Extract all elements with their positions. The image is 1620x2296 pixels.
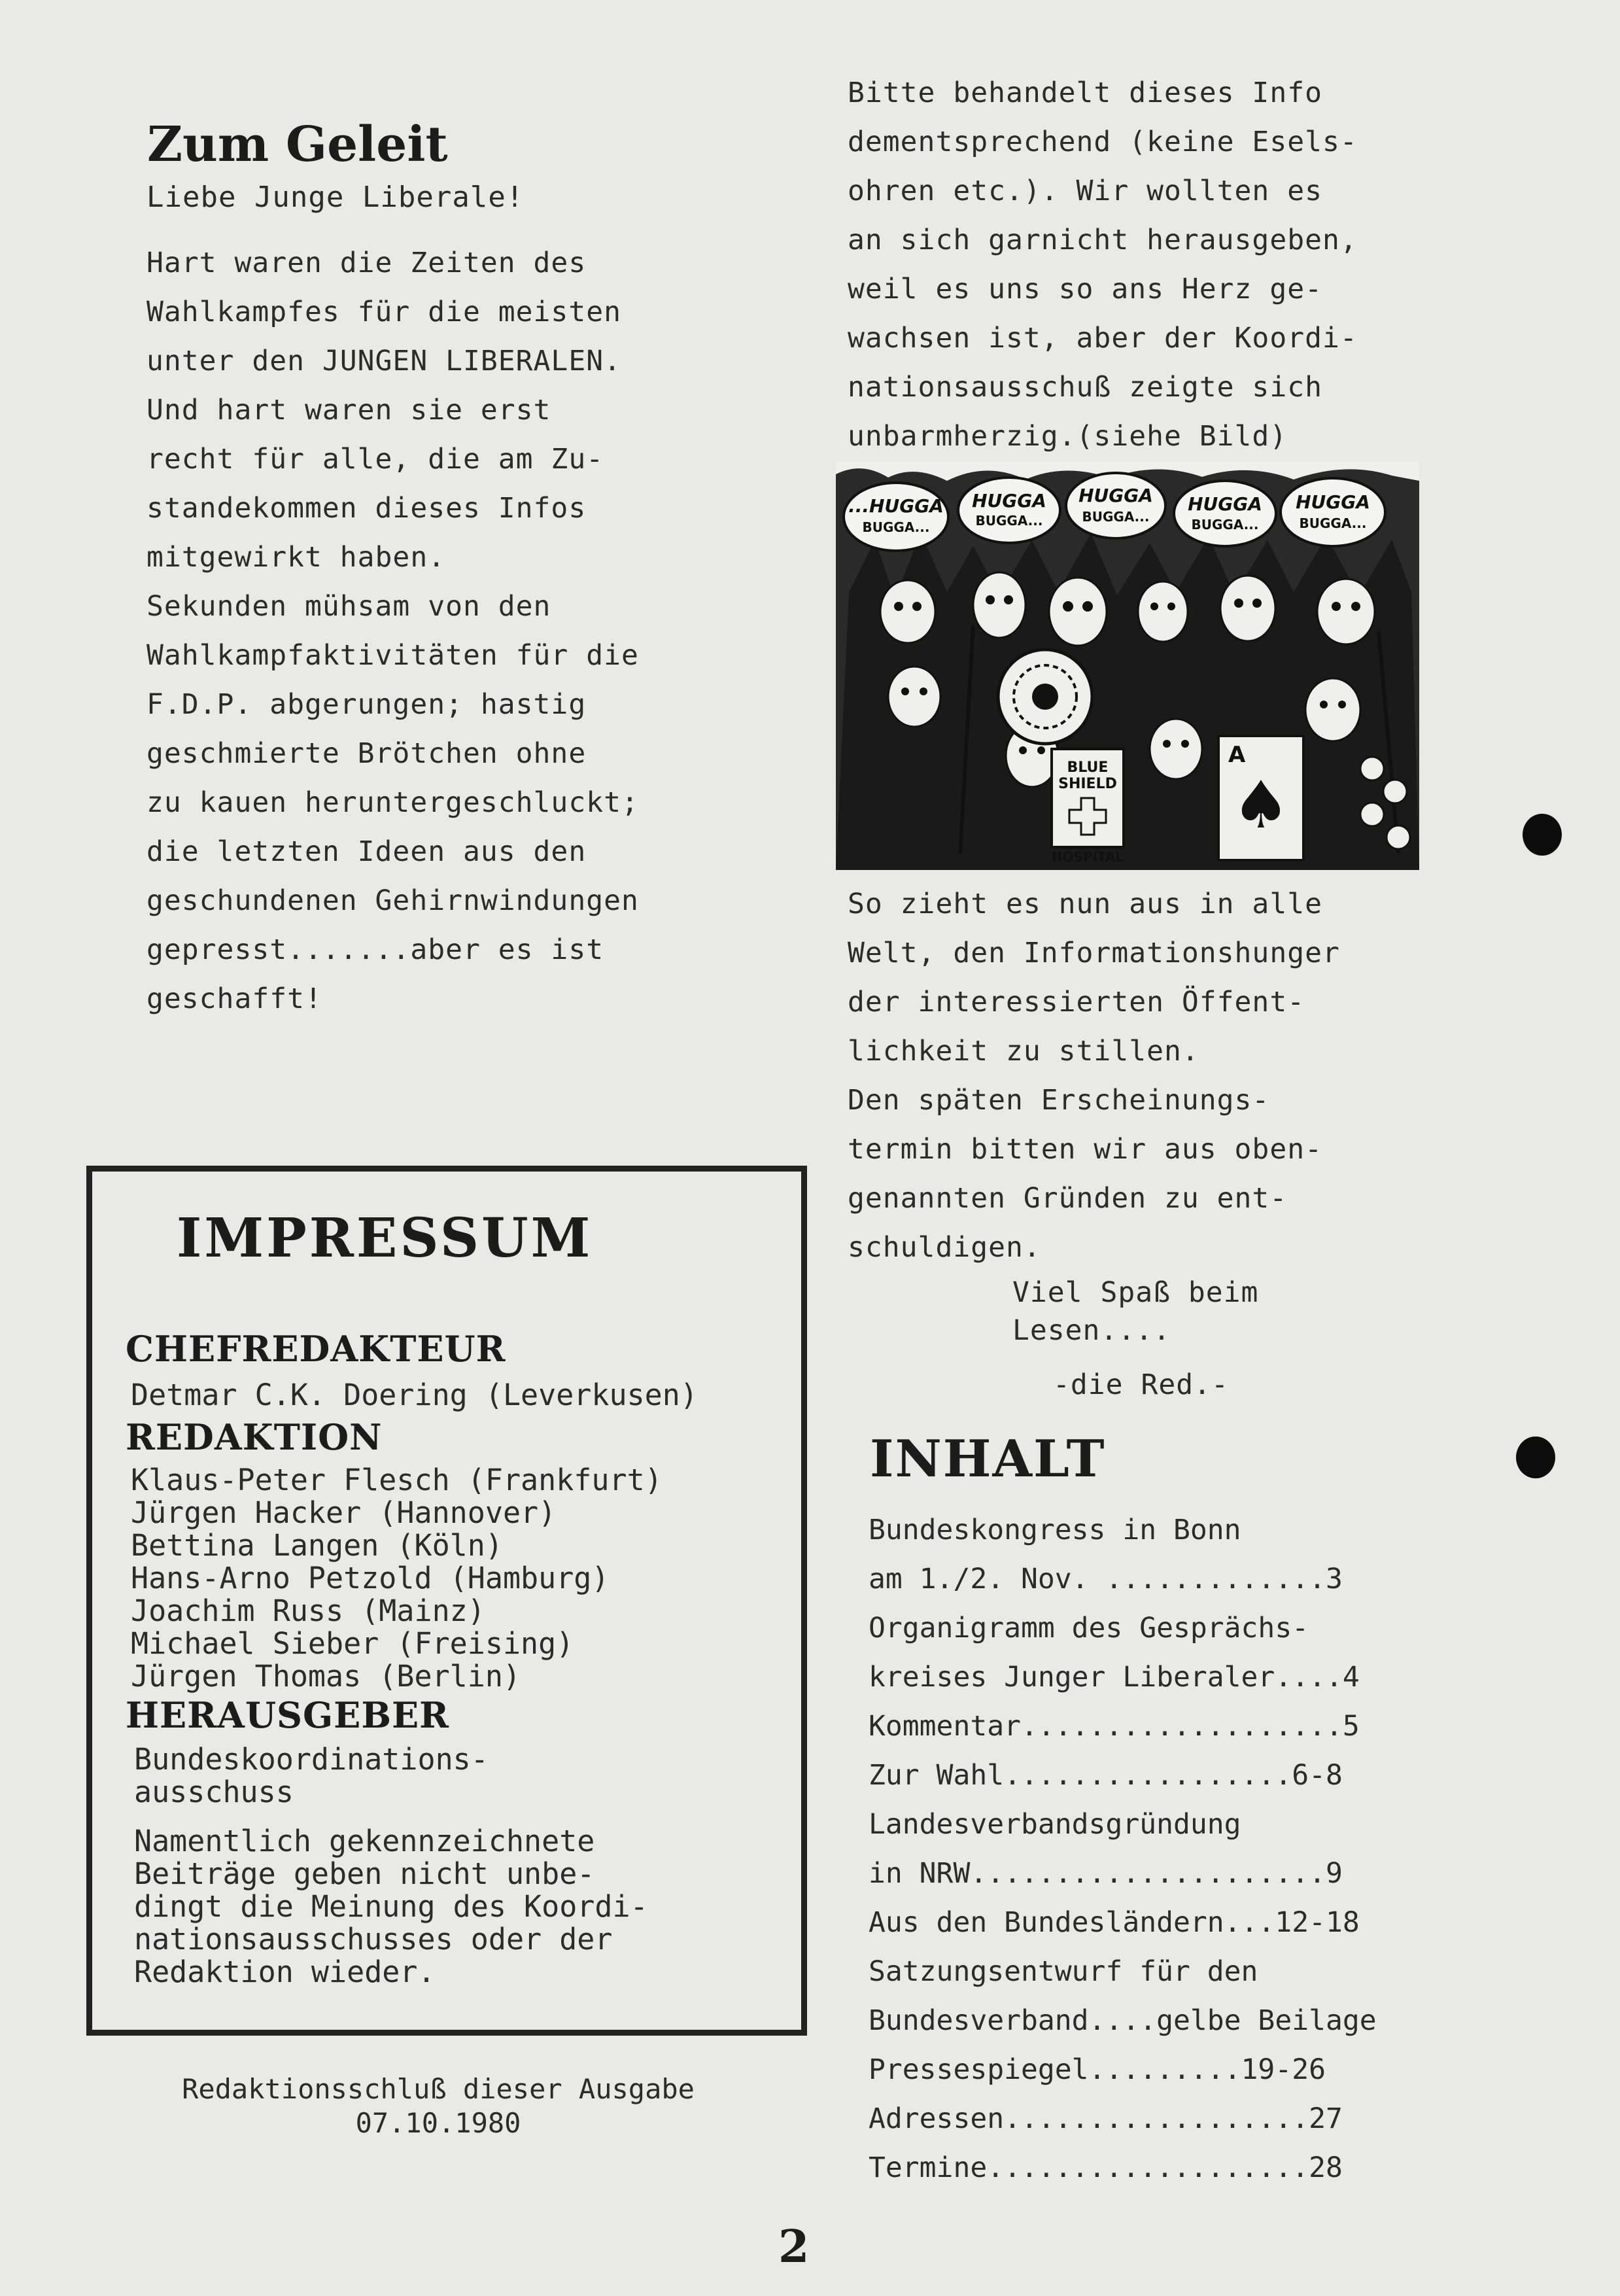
greeting-line: Liebe Junge Liberale! xyxy=(146,181,525,214)
bubble-text: BUGGA... xyxy=(1082,509,1150,525)
bubble-text: HUGGA xyxy=(1296,491,1370,513)
spade-icon: ♠ xyxy=(1232,767,1290,843)
zum-geleit-body xyxy=(146,239,639,1024)
list-item: Klaus-Peter Flesch (Frankfurt) xyxy=(131,1463,663,1497)
toc-line: Kommentar...................5 xyxy=(869,1710,1360,1743)
toc-line: kreises Junger Liberaler....4 xyxy=(869,1661,1360,1694)
disclaimer-note: Namentlich gekennzeichnete Beiträge geben nicht unbe- dingt die Meinung des Koordi- nationsausschusses oder der Redaktion wieder. xyxy=(134,1824,648,1989)
body-line: die letzten Ideen aus den xyxy=(146,835,587,868)
intro-line: an sich garnicht herausgeben, xyxy=(848,224,1358,256)
speech-bubble xyxy=(1066,473,1165,538)
redaktion-heading: REDAKTION xyxy=(126,1416,383,1458)
editorial-deadline: Redaktionsschluß dieser Ausgabe 07.10.1980 xyxy=(182,2073,695,2139)
body-line: zu kauen heruntergeschluckt; xyxy=(146,786,639,819)
bubble-text: HUGGA xyxy=(1078,485,1153,506)
toc-line: Zur Wahl.................6-8 xyxy=(869,1759,1343,1792)
intro-line: Bitte behandelt dieses Info xyxy=(848,77,1322,109)
punch-hole xyxy=(1523,814,1562,856)
bubble-text: HUGGA xyxy=(1188,493,1262,515)
bubble-text: ...HUGGA xyxy=(848,495,944,517)
body-line: Wahlkampfes für die meisten xyxy=(146,296,621,328)
body-line: Wahlkampfaktivitäten für die xyxy=(146,639,639,672)
toc-line: am 1./2. Nov. .............3 xyxy=(869,1563,1343,1595)
speech-bubble xyxy=(1174,481,1276,546)
body-line: F.D.P. abgerungen; hastig xyxy=(146,688,587,721)
toc-line: Adressen..................27 xyxy=(869,2102,1343,2135)
body-line: standekommen dieses Infos xyxy=(146,492,587,525)
intro-line: wachsen ist, aber der Koordi- xyxy=(848,322,1358,355)
intro-line: nationsausschuß zeigte sich xyxy=(848,371,1322,404)
list-item: Joachim Russ (Mainz) xyxy=(131,1593,485,1628)
inhalt-heading: INHALT xyxy=(870,1429,1106,1489)
herausgeber-heading: HERAUSGEBER xyxy=(126,1694,449,1736)
punch-hole xyxy=(1516,1436,1555,1478)
bubble-text: BUGGA... xyxy=(1191,517,1259,532)
bubble-text: BUGGA... xyxy=(975,513,1043,529)
intro-line: unbarmherzig.(siehe Bild) xyxy=(848,420,1288,453)
body-line: unter den JUNGEN LIBERALEN. xyxy=(146,345,621,377)
hospital-text: HOSPITAL xyxy=(1051,849,1124,865)
list-item: Jürgen Hacker (Hannover) xyxy=(131,1495,557,1530)
bubble-text: BUGGA... xyxy=(862,519,930,535)
editorial-intro xyxy=(848,69,1358,461)
intro-line: dementsprechend (keine Esels- xyxy=(848,126,1358,158)
speech-bubble xyxy=(1281,478,1385,546)
body-line: der interessierten Öffent- xyxy=(848,986,1305,1018)
body-line: recht für alle, die am Zu- xyxy=(146,443,604,476)
body-line: So zieht es nun aus in alle xyxy=(848,888,1322,920)
body-line: Und hart waren sie erst xyxy=(146,394,551,426)
body-line: geschmierte Brötchen ohne xyxy=(146,737,587,770)
body-line: geschafft! xyxy=(146,983,322,1015)
speech-bubble xyxy=(958,478,1060,543)
body-line: Welt, den Informationshunger xyxy=(848,937,1340,969)
body-line: geschundenen Gehirnwindungen xyxy=(146,884,639,917)
body-line: schuldigen. xyxy=(848,1231,1041,1264)
toc-line: Satzungsentwurf für den xyxy=(869,1955,1258,1988)
editorial-continued xyxy=(848,880,1340,1272)
page-number: 2 xyxy=(778,2221,810,2273)
body-line: gepresst.......aber es ist xyxy=(146,933,604,966)
herausgeber-name: Bundeskoordinations- ausschuss xyxy=(134,1742,489,1809)
speech-bubble xyxy=(844,483,948,551)
zum-geleit-heading: Zum Geleit xyxy=(147,116,448,173)
sign-text: SHIELD xyxy=(1058,776,1117,792)
toc-line: Bundeskongress in Bonn xyxy=(869,1514,1241,1546)
list-item: Michael Sieber (Freising) xyxy=(131,1626,574,1661)
editor-signature: -die Red.- xyxy=(1053,1368,1229,1401)
toc-line: Organigramm des Gesprächs- xyxy=(869,1612,1309,1644)
intro-line: ohren etc.). Wir wollten es xyxy=(848,175,1322,207)
list-item: Bettina Langen (Köln) xyxy=(131,1528,503,1563)
tribal-cartoon-illustration xyxy=(836,461,1419,870)
toc-line: Bundesverband....gelbe Beilage xyxy=(869,2004,1377,2037)
bubble-text: HUGGA xyxy=(972,490,1046,512)
sign-text: BLUE xyxy=(1067,759,1109,776)
sign-off: Viel Spaß beim Lesen.... xyxy=(1012,1276,1259,1347)
table-of-contents xyxy=(869,1506,1523,2193)
list-item: Jürgen Thomas (Berlin) xyxy=(131,1659,521,1694)
chefredakteur-heading: CHEFREDAKTEUR xyxy=(126,1328,506,1370)
bubble-text: BUGGA... xyxy=(1299,515,1367,531)
toc-line: in NRW.....................9 xyxy=(869,1857,1343,1890)
toc-line: Aus den Bundesländern...12-18 xyxy=(869,1906,1360,1939)
body-line: Hart waren die Zeiten des xyxy=(146,247,587,279)
body-line: Den späten Erscheinungs- xyxy=(848,1084,1270,1117)
impressum-heading: IMPRESSUM xyxy=(177,1207,593,1270)
body-line: lichkeit zu stillen. xyxy=(848,1035,1199,1068)
intro-line: weil es uns so ans Herz ge- xyxy=(848,273,1322,305)
card-letter: A xyxy=(1228,742,1246,768)
body-line: mitgewirkt haben. xyxy=(146,541,446,574)
body-line: Sekunden mühsam von den xyxy=(146,590,551,623)
list-item: Hans-Arno Petzold (Hamburg) xyxy=(131,1561,610,1595)
toc-line: Pressespiegel.........19-26 xyxy=(869,2053,1326,2086)
redaktion-list xyxy=(131,1464,663,1693)
toc-line: Landesverbandsgründung xyxy=(869,1808,1241,1841)
toc-line: Termine...................28 xyxy=(869,2151,1343,2184)
chefredakteur-name: Detmar C.K. Doering (Leverkusen) xyxy=(131,1378,698,1412)
body-line: termin bitten wir aus oben- xyxy=(848,1133,1322,1166)
body-line: genannten Gründen zu ent- xyxy=(848,1182,1288,1215)
